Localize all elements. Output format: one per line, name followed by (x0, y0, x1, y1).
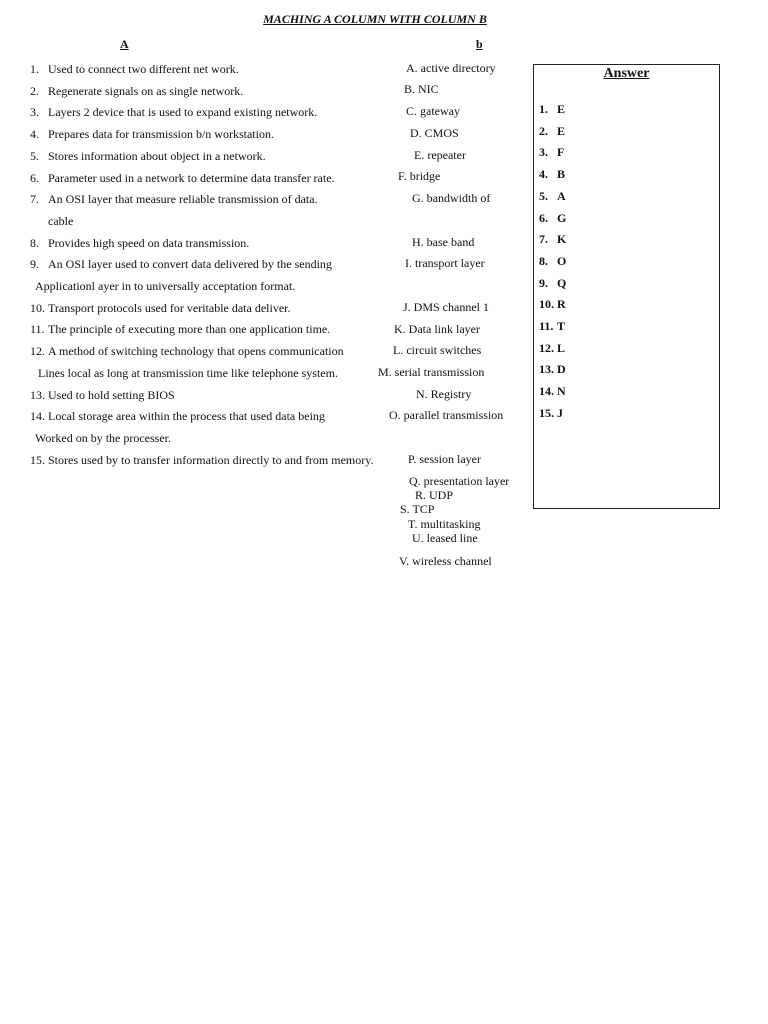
answer-letter: E (557, 102, 566, 116)
answer-item (539, 251, 566, 273)
question-number: 8. (30, 235, 39, 250)
answer-number: 9. (539, 275, 548, 290)
answer-number: 15. (539, 405, 554, 420)
question-text: An OSI layer used to convert data delivered by the sending (48, 257, 332, 272)
answer-letter: A (557, 188, 566, 203)
answer-title: Answer (603, 66, 650, 81)
answer-letter: K (557, 232, 567, 247)
answer-number: 11. (539, 319, 554, 334)
option-r: R. UDP (415, 488, 454, 502)
question-9-continuation: Applicationl ayer in to universally acceptation format. (35, 279, 296, 294)
answer-letter: D (557, 362, 566, 377)
answer-item (539, 273, 566, 295)
option-v: V. wireless channel (399, 554, 492, 568)
answer-letter: O (557, 253, 567, 268)
answer-number: 12. (539, 340, 554, 355)
question-number: 10. (30, 300, 45, 315)
answer-item (539, 164, 566, 186)
answer-letter: B (557, 167, 566, 182)
option-n: N. Registry (416, 387, 472, 401)
answer-item (539, 359, 566, 381)
option-p: P. session layer (408, 452, 481, 466)
answer-item (539, 403, 566, 425)
page-title: MACHING A COLUMN WITH COLUMN B (263, 12, 487, 26)
option-e: E. repeater (414, 148, 466, 162)
answer-letter: T (557, 319, 566, 334)
question-8 (30, 233, 400, 255)
question-text: Used to connect two different net work. (48, 62, 239, 76)
answer-item (539, 294, 566, 316)
answer-number: 14. (539, 384, 554, 399)
question-text: The principle of executing more than one application time. (48, 322, 331, 337)
option-a: A. active directory (406, 61, 496, 75)
question-number: 3. (30, 105, 39, 120)
answer-number: 5. (539, 188, 548, 203)
option-u: U. leased line (412, 531, 478, 545)
option-g: G. bandwidth of (412, 191, 491, 205)
question-12 (30, 341, 400, 363)
question-4 (30, 124, 400, 146)
answer-letter: Q (557, 275, 567, 290)
question-number: 6. (30, 170, 39, 185)
question-number: 2. (30, 83, 39, 98)
answer-letter: F (557, 145, 565, 160)
question-7 (30, 189, 400, 211)
option-o: O. parallel transmission (389, 408, 504, 422)
answer-number: 6. (539, 210, 548, 225)
question-text: Layers 2 device that is used to expand existing network. (48, 105, 318, 120)
question-text: Parameter used in a network to determine data transfer rate. (48, 170, 335, 185)
answer-list (539, 99, 566, 425)
question-text: Used to hold setting BIOS (48, 387, 175, 402)
question-number: 5. (30, 148, 39, 163)
question-number: 7. (30, 192, 39, 207)
question-text: Regenerate signals on as single network. (48, 83, 244, 98)
option-c: C. gateway (406, 104, 460, 118)
answer-number: 1. (539, 102, 548, 116)
question-number: 1. (30, 62, 39, 76)
question-number: 13. (30, 387, 45, 402)
answer-item (539, 99, 566, 121)
answer-item (539, 338, 566, 360)
answer-letter: R (557, 297, 566, 312)
question-14 (30, 406, 400, 428)
answer-box (533, 64, 720, 509)
answer-item (539, 381, 566, 403)
question-5 (30, 146, 400, 168)
question-10 (30, 298, 400, 320)
answer-number: 8. (539, 253, 548, 268)
column-b-heading: b (476, 37, 483, 51)
question-text: Local storage area within the process that used data being (48, 409, 325, 424)
option-q: Q. presentation layer (409, 474, 510, 488)
answer-item (539, 229, 566, 251)
question-number: 15. (30, 452, 45, 467)
question-3 (30, 102, 400, 124)
question-11 (30, 319, 400, 341)
option-k: K. Data link layer (394, 322, 480, 336)
question-number: 11. (30, 322, 45, 337)
answer-number: 10. (539, 297, 554, 312)
answer-item (539, 121, 566, 143)
question-text: Prepares data for transmission b/n workstation. (48, 127, 274, 142)
column-a-list (30, 59, 400, 471)
question-text: An OSI layer that measure reliable transmission of data. (48, 192, 318, 207)
option-b: B. NIC (404, 82, 439, 96)
answer-item (539, 316, 566, 338)
option-t: T. multitasking (408, 517, 481, 531)
question-15 (30, 450, 400, 472)
question-number: 14. (30, 409, 45, 424)
question-text: Transport protocols used for veritable data deliver. (48, 300, 291, 315)
question-number: 9. (30, 257, 39, 272)
question-6 (30, 168, 400, 190)
question-number: 4. (30, 127, 39, 142)
option-s: S. TCP (400, 502, 435, 516)
question-text: A method of switching technology that opens communication (48, 344, 344, 359)
answer-number: 3. (539, 145, 548, 160)
question-14-continuation: Worked on by the processer. (35, 430, 171, 445)
answer-number: 7. (539, 232, 548, 247)
option-m: M. serial transmission (378, 365, 485, 379)
option-i: I. transport layer (405, 256, 485, 270)
answer-item (539, 186, 566, 208)
answer-number: 13. (539, 362, 554, 377)
answer-item (539, 142, 566, 164)
question-number: 12. (30, 344, 45, 359)
question-7-continuation: cable (48, 213, 74, 228)
answer-number: 2. (539, 123, 548, 138)
column-a-heading: A (120, 37, 129, 51)
option-j: J. DMS channel 1 (403, 300, 489, 314)
answer-letter: N (557, 384, 566, 399)
answer-letter: E (557, 123, 566, 138)
question-text: Provides high speed on data transmission. (48, 235, 250, 250)
option-f: F. bridge (398, 169, 441, 183)
question-text: Stores information about object in a network. (48, 148, 266, 163)
option-l: L. circuit switches (393, 343, 482, 357)
question-9 (30, 254, 400, 276)
option-d: D. CMOS (410, 126, 459, 140)
answer-letter: G (557, 210, 567, 225)
question-12-continuation: Lines local as long at transmission time like telephone system. (38, 365, 338, 380)
question-2 (30, 81, 400, 103)
answer-number: 4. (539, 167, 548, 182)
answer-item (539, 208, 566, 230)
question-13 (30, 385, 400, 407)
option-h: H. base band (412, 235, 475, 249)
question-1 (30, 59, 400, 81)
question-text: Stores used by to transfer information directly to and from memory. (48, 452, 374, 467)
answer-letter: L (557, 340, 566, 355)
answer-letter: J (557, 405, 563, 420)
